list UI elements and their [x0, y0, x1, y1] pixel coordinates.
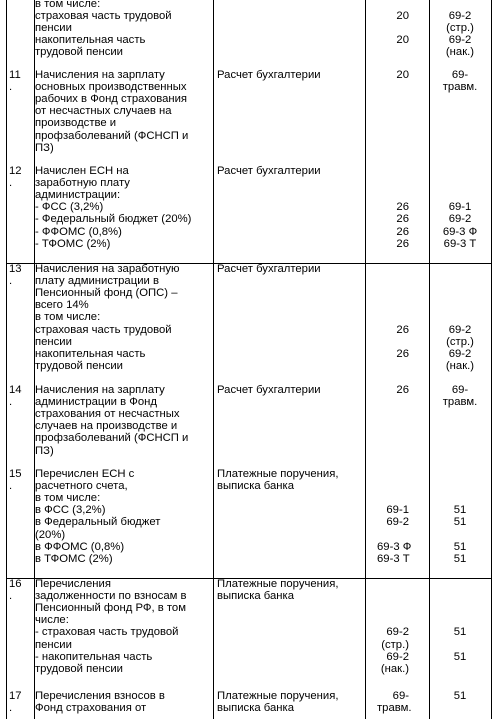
credit-account: 51 — [453, 504, 467, 517]
operation-description-line: пенсии — [35, 638, 72, 651]
credit-account: травм. — [442, 81, 478, 94]
operation-description-line: страховая часть трудовой — [35, 323, 172, 336]
debit-account: 20 — [396, 34, 409, 47]
operation-description-line: - накопительная часть — [35, 650, 153, 663]
credit-account: 69-1 — [448, 201, 472, 214]
debit-account: 26 — [396, 323, 409, 336]
operation-description-line: от несчастных случаев на — [35, 105, 172, 118]
row-number-dot: . — [9, 396, 13, 409]
operation-description-line: всего 14% — [35, 299, 89, 312]
credit-account: (нак.) — [445, 46, 475, 59]
credit-account: 51 — [453, 552, 467, 565]
row-number: 17 — [9, 690, 22, 702]
debit-account: 26 — [396, 237, 409, 250]
debit-account: травм. — [377, 702, 412, 715]
credit-account: 51 — [453, 690, 467, 702]
debit-account: 69-2 — [386, 650, 409, 663]
credit-account: 69-2 — [448, 10, 472, 23]
row-number: 16 — [9, 578, 22, 590]
operation-description-line: накопительная часть — [35, 347, 146, 360]
operation-description-line: в том числе: — [35, 311, 101, 324]
credit-account: 69-3 Т — [443, 237, 477, 250]
operation-description-line: страховая часть трудовой — [35, 10, 172, 23]
credit-account: 69-3 Ф — [442, 225, 478, 238]
operation-description-line: пенсии — [35, 22, 72, 35]
source-document-line: Платежные поручения, — [217, 578, 339, 590]
operation-description-line: администрации в Фонд — [35, 396, 157, 409]
credit-account: 69-2 — [448, 347, 472, 360]
debit-account: 26 — [396, 201, 409, 214]
operation-description-line: пенсии — [35, 335, 72, 348]
operation-description-line: в Федеральный бюджет — [35, 516, 161, 529]
operation-description-line: - страховая часть трудовой — [35, 626, 179, 639]
debit-account: 69-2 — [386, 516, 409, 529]
operation-description-line: числе: — [35, 614, 69, 627]
credit-account: 51 — [453, 516, 467, 529]
source-document-line: Расчет бухгалтерии — [217, 384, 321, 396]
operation-description-line: - ТФОМС (2%) — [35, 237, 111, 250]
row-number-dot: . — [9, 177, 13, 190]
column-border — [365, 0, 366, 719]
debit-account: (нак.) — [380, 662, 409, 675]
debit-account: 26 — [396, 225, 409, 238]
operation-description-line: трудовой пенсии — [35, 359, 123, 372]
column-border — [491, 0, 492, 719]
source-document-line: Расчет бухгалтерии — [217, 263, 321, 275]
source-document-line: Расчет бухгалтерии — [217, 69, 321, 81]
operation-description-line: ПЗ) — [35, 444, 54, 457]
operation-description-line: случаев на производстве и — [35, 420, 178, 433]
operation-description-line: трудовой пенсии — [35, 46, 123, 59]
operation-description-line: Перечисления — [35, 578, 111, 590]
source-document-line: Расчет бухгалтерии — [217, 165, 321, 177]
row-number: 15 — [9, 468, 22, 480]
credit-account: 51 — [453, 650, 467, 663]
source-document-line: Платежные поручения, — [217, 690, 339, 702]
operation-description-line: плату администрации в — [35, 275, 159, 288]
row-number: 14 — [9, 384, 22, 396]
operation-description-line: задолженности по взносам в — [35, 590, 187, 603]
debit-account: 69-3 Т — [377, 552, 410, 565]
debit-account: 20 — [396, 10, 409, 23]
operation-description-line: Начислен ЕСН на — [35, 165, 129, 177]
credit-account: 69-2 — [448, 34, 472, 47]
row-number-dot: . — [9, 480, 13, 493]
row-number-dot: . — [9, 81, 13, 94]
operation-description-line: - ФСС (3,2%) — [35, 201, 104, 214]
column-border — [6, 0, 7, 719]
operation-description-line: в ТФОМС (2%) — [35, 552, 113, 565]
credit-account: 51 — [453, 626, 467, 639]
operation-description-line: в том числе: — [35, 0, 101, 10]
credit-account: 69-2 — [448, 323, 472, 336]
operation-description-line: ПЗ) — [35, 141, 54, 154]
row-number-dot: . — [9, 275, 13, 288]
row-number-dot: . — [9, 590, 13, 603]
source-document-line: выписка банка — [217, 702, 295, 715]
debit-account: (стр.) — [381, 638, 409, 651]
operation-description-line: трудовой пенсии — [35, 662, 123, 675]
operation-description-line: накопительная часть — [35, 34, 146, 47]
source-document-line: выписка банка — [217, 480, 295, 493]
credit-account: 69- — [451, 384, 469, 396]
credit-account: (стр.) — [446, 335, 474, 348]
row-number-dot: . — [9, 702, 13, 715]
operation-description-line: Начисления на заработную — [35, 263, 180, 275]
operation-description-line: рабочих в Фонд страхования — [35, 93, 188, 106]
column-border — [429, 0, 430, 719]
operation-description-line: основных производственных — [35, 81, 187, 94]
credit-account: (стр.) — [446, 22, 474, 35]
operation-description-line: Пенсионный фонд (ОПС) – — [35, 287, 178, 300]
operation-description-line: Фонд страхования от — [35, 702, 147, 715]
operation-description-line: заработную плату — [35, 177, 130, 190]
debit-account: 26 — [396, 384, 409, 396]
operation-description-line: в ФФОМС (0,8%) — [35, 540, 125, 553]
debit-account: 69- — [392, 690, 409, 702]
operation-description-line: Начисления на зарплату — [35, 69, 165, 81]
operation-description-line: расчетного счета, — [35, 480, 128, 493]
debit-account: 69-3 Ф — [377, 540, 412, 553]
source-document-line: Платежные поручения, — [217, 468, 339, 480]
debit-account: 20 — [396, 69, 409, 81]
column-border — [213, 0, 214, 719]
debit-account: 26 — [396, 347, 409, 360]
operation-description-line: Перечисления взносов в — [35, 690, 165, 702]
operation-description-line: (20%) — [35, 528, 66, 541]
operation-description-line: в том числе: — [35, 492, 101, 505]
credit-account: 69-2 — [448, 213, 472, 226]
credit-account: 51 — [453, 540, 467, 553]
operation-description-line: страхования от несчастных — [35, 408, 180, 421]
operation-description-line: - ФФОМС (0,8%) — [35, 225, 122, 238]
operation-description-line: в ФСС (3,2%) — [35, 504, 106, 517]
credit-account: травм. — [442, 396, 478, 409]
credit-account: (нак.) — [445, 359, 475, 372]
debit-account: 69-2 — [386, 626, 409, 639]
credit-account: 69- — [451, 69, 469, 81]
operation-description-line: производстве и — [35, 117, 117, 130]
operation-description-line: Начисления на зарплату — [35, 384, 165, 396]
operation-description-line: Пенсионный фонд РФ, в том — [35, 602, 186, 615]
row-number: 11 — [9, 69, 21, 81]
operation-description-line: - Федеральный бюджет (20%) — [35, 213, 192, 226]
source-document-line: выписка банка — [217, 590, 295, 603]
row-number: 13 — [9, 263, 22, 275]
operation-description-line: Перечислен ЕСН с — [35, 468, 135, 480]
operation-description-line: профзаболеваний (ФСНСП и — [35, 432, 189, 445]
operation-description-line: профзаболеваний (ФСНСП и — [35, 129, 189, 142]
debit-account: 69-1 — [386, 504, 409, 517]
operation-description-line: администрации: — [35, 189, 121, 202]
row-number: 12 — [9, 165, 22, 177]
debit-account: 26 — [396, 213, 409, 226]
